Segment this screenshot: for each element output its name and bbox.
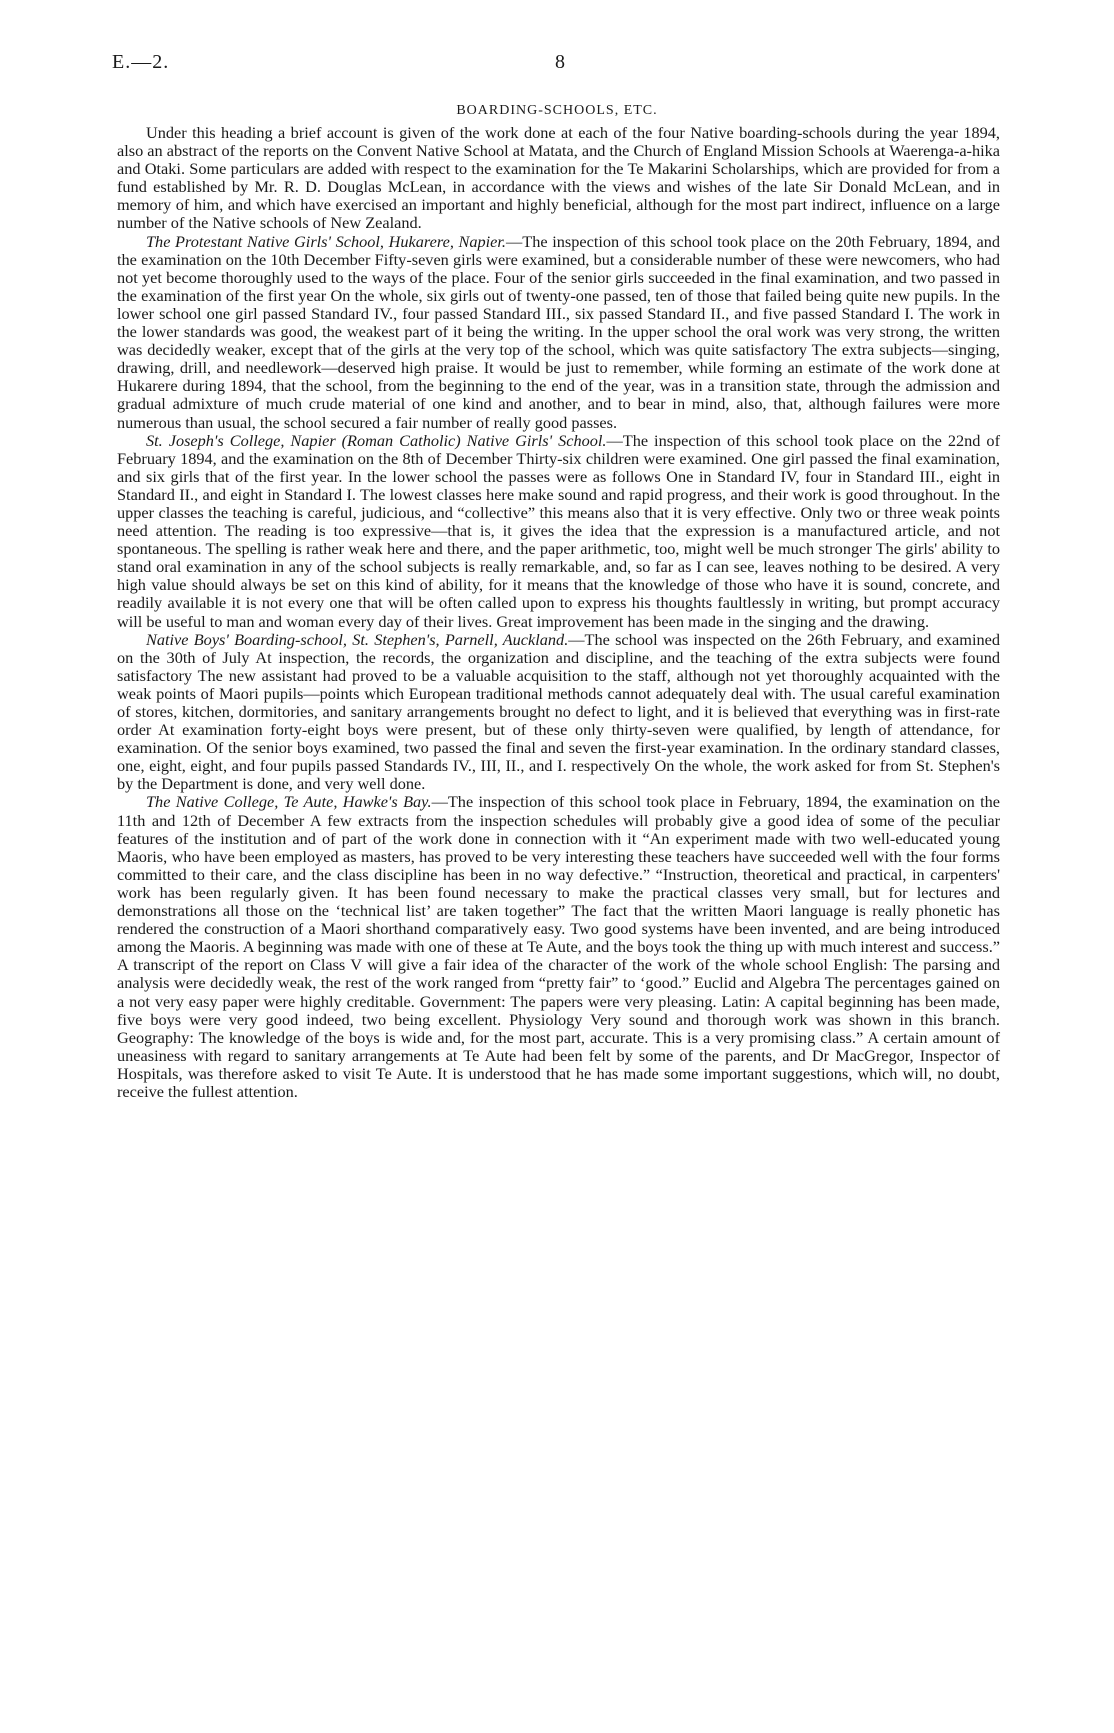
paragraph-text: —The school was inspected on the 26th February, and examined on the 30th of July At inspection, the records, the organization and discipline, and the teaching of the extra subjects were found satisfactory The new assistant had proved to be a valuable acquisition to the staff, although not yet thoroughly acquainted with the weak points of Maori pupils—points which European traditional methods cannot adequately deal with. The usual careful examination of stores, kitchen, dormitories, and sanitary arrangements brought no defect to light, and it is believed that everything was in first-rate order At examination forty-eight boys were present, but of these only thirty-seven were qualified, by length of attendance, for examination. Of the senior boys examined, two passed the final and seven the first-year examination. In the ordinary standard classes, one, eight, eight, and four pupils passed Standards IV., III, II., and I. respectively On the whole, the work asked for from St. Stephen's by the Department is done, and very well done. <box>117 629 1000 794</box>
paragraph-intro <box>117 124 1000 233</box>
paragraph-heading: St. Joseph's College, Napier (Roman Catholic) Native Girls' School. <box>146 430 607 450</box>
paragraph-text: —The inspection of this school took place on the 22nd of February 1894, and the examination on the 8th of December Thirty-six children were examined. One girl passed the final examination, and six girls that of the first year. In the lower school the passes were as follows One in Standard IV, four in Standard III., eight in Standard II., and eight in Standard I. The lowest classes here make sound and rapid progress, and their work is good throughout. In the upper classes the teaching is careful, judicious, and “collective” this means also that it is very effective. Only two or three weak points need attention. The reading is too expressive—that is, it gives the idea that the expression is a manufactured article, and not spontaneous. The spelling is rather weak here and there, and the paper arithmetic, too, might well be much stronger The girls' ability to stand oral examination in any of the school subjects is really remarkable, and, so far as I can see, leaves nothing to be desired. A very high value should always be set on this kind of ability, for it means that the knowledge of those who have it is sound, concrete, and readily available it is not every one that will be often called upon to express his thoughts faultlessly in writing, but prompt accuracy will be useful to man and woman every day of their lives. Great improvement has been made in the singing and the drawing. <box>117 430 1000 631</box>
paragraph-text: —The inspection of this school took place on the 20th February, 1894, and the examination on the 10th December Fifty-seven girls were examined, but a considerable number of these were newcomers, who had not yet become thoroughly used to the ways of the place. Four of the senior girls succeeded in the final examination, and two passed in the examination of the first year On the whole, six girls out of twenty-one passed, ten of those that failed being quite new pupils. In the lower school one girl passed Standard IV., four passed Standard III., six passed Standard II., and five passed Standard I. The work in the lower standards was good, the weakest part of it being the writing. In the upper school the oral work was very strong, the written was decidedly weaker, except that of the girls at the very top of the school, which was quite satisfactory The extra subjects—singing, drawing, drill, and needlework—deserved high praise. It would be just to remember, while forming an estimate of the work done at Hukarere during 1894, that the school, from the beginning to the end of the year, was in a transition state, through the admission and gradual admixture of much crude material of one kind and another, and to bear in mind, also, that, although failures were more numerous than usual, the school secured a fair number of really good passes. <box>117 231 1000 432</box>
paragraph-heading: Native Boys' Boarding-school, St. Stephen's, Parnell, Auckland. <box>146 629 569 649</box>
paragraph-heading: The Native College, Te Aute, Hawke's Bay. <box>146 792 432 812</box>
paragraph-text: —The inspection of this school took place in February, 1894, the examination on the 11th and 12th of December A few extracts from the inspection schedules will probably give a good idea of some of the peculiar features of the institution and of part of the work done in connection with it “An experiment made with two well-educated young Maoris, who have been employed as masters, has proved to be very interesting these teachers have succeeded well with the four forms committed to their care, and the class discipline has been in no way defective.” “Instruction, theoretical and practical, in carpenters' work has been regularly given. It has been found necessary to make the practical classes very small, but for lectures and demonstrations all those on the ‘technical list’ are taken together” The fact that the written Maori language is really phonetic has rendered the construction of a Maori shorthand comparatively easy. Two good systems have been invented, and are being introduced among the Maoris. A beginning was made with one of these at Te Aute, and the boys took the thing up with much interest and success.” A transcript of the report on Class V will give a fair idea of the character of the work of the whole school English: The parsing and analysis were decidedly weak, the rest of the work ranged from “pretty fair” to ‘good.” Euclid and Algebra The percentages gained on a not very easy paper were highly creditable. Government: The papers were very pleasing. Latin: A capital beginning has been made, five boys were very good indeed, two being excellent. Physiology Very sound and thorough work was shown in this branch. Geography: The knowledge of the boys is wide and, for the most part, accurate. This is a very promising class.” A certain amount of uneasiness with regard to sanitary arrangements at Te Aute had been felt by some of the parents, and Dr MacGregor, Inspector of Hospitals, was therefore asked to visit Te Aute. It is understood that he has made some important suggestions, which will, no doubt, receive the fullest attention. <box>117 792 1001 1101</box>
paragraph-hukarere <box>117 233 1000 432</box>
paragraph-text: Under this heading a brief account is given of the work done at each of the four Native boarding-schools during the year 1894, also an abstract of the reports on the Convent Native School at Matata, and the Church of England Mission Schools at Waerenga-a-hika and Otaki. Some particulars are added with respect to the examination for the Te Makarini Scholarships, which are provided for from a fund established by Mr. R. D. Douglas McLean, in accordance with the views and wishes of the late Sir Donald McLean, and in memory of him, and which have exercised an important and highly beneficial, although for the most part indirect, influence on a large number of the Native schools of New Zealand. <box>117 123 1000 233</box>
document-reference: E.—2. <box>112 51 170 73</box>
paragraph-te-aute <box>117 793 1000 1101</box>
paragraph-heading: The Protestant Native Girls' School, Hukarere, Napier. <box>146 231 507 251</box>
paragraph-st-josephs <box>117 432 1000 631</box>
document-body <box>117 124 1000 1101</box>
page-number: 8 <box>555 51 565 73</box>
paragraph-st-stephens <box>117 631 1000 794</box>
section-title: BOARDING-SCHOOLS, ETC. <box>456 103 658 118</box>
